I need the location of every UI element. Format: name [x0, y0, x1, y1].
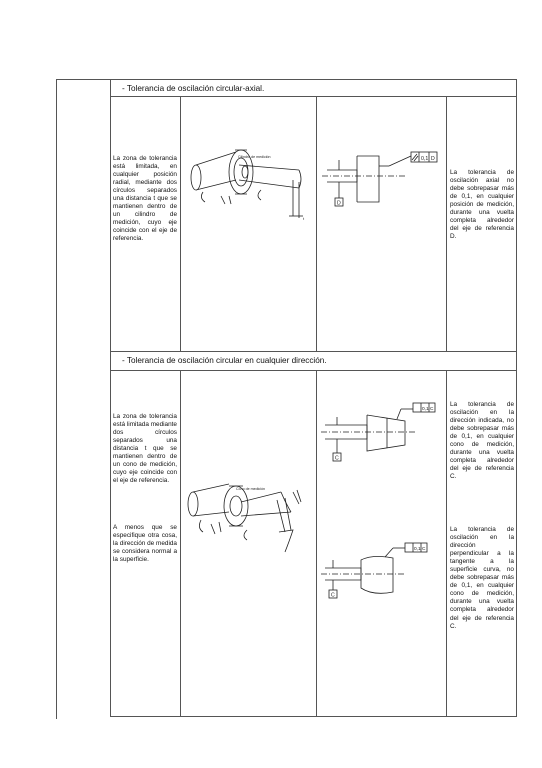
section-heading: - Tolerancia de oscilación circular-axial.	[122, 84, 265, 93]
runout-perpendicular-drawing	[317, 540, 445, 610]
section-heading: - Tolerancia de oscilación circular en cualquier dirección.	[122, 356, 327, 365]
tolerance-description: La tolerancia de oscilación en la dirección perpendicular a la tangente a la superficie curva, no debe sobrepasar más de 0,1, en cualquier cono de medición, durante una vuelta completa alrededor del eje de referencia C.	[450, 526, 514, 630]
svg-text:t: t	[303, 216, 305, 221]
tolerance-zone-text: La zona de tolerancia está limitada mediante dos círculos separados una distancia t que se mantienen dentro de un cono de medición, cuyo eje coincide con el eje de referencia.	[113, 413, 177, 485]
svg-text:D: D	[431, 156, 435, 162]
tolerance-description: La tolerancia de oscilación axial no debe sobrepasar más de 0,1, en cualquier posición de medición, durante una vuelta completa alrededor del eje de referencia D.	[450, 169, 514, 241]
runout-direction-drawing	[317, 395, 445, 470]
svg-text:C: C	[331, 592, 335, 599]
svg-text:0,1: 0,1	[414, 547, 421, 552]
svg-text:C: C	[422, 547, 426, 552]
svg-text:C: C	[335, 455, 339, 462]
svg-text:0,1: 0,1	[421, 156, 429, 162]
tolerance-zone-text: La zona de tolerancia está limitada, en cualquier posición radial, mediante dos círculos separados una distancia t que se mantienen dentro de un cilindro de medición, cuyo eje coincide con el eje de referencia.	[113, 155, 177, 243]
measurement-direction-note: A menos que se especifique otra cosa, la dirección de medida se considera normal a la superficie.	[113, 524, 177, 564]
figure-label: Cono de medición	[236, 487, 265, 491]
measurement-cone-figure	[181, 472, 315, 572]
figure-label: Cilindro de medición	[238, 155, 271, 159]
measurement-cylinder-figure	[181, 140, 315, 230]
tolerance-description: La tolerancia de oscilación en la dirección indicada, no debe sobrepasar más de 0,1, en cualquier cono de medición, durante una vuelta completa alrededor del eje de referencia C.	[450, 401, 514, 481]
svg-text:D: D	[337, 200, 341, 207]
svg-text:0,1: 0,1	[422, 407, 429, 412]
svg-text:C: C	[430, 407, 434, 412]
axial-runout-drawing	[317, 140, 445, 220]
